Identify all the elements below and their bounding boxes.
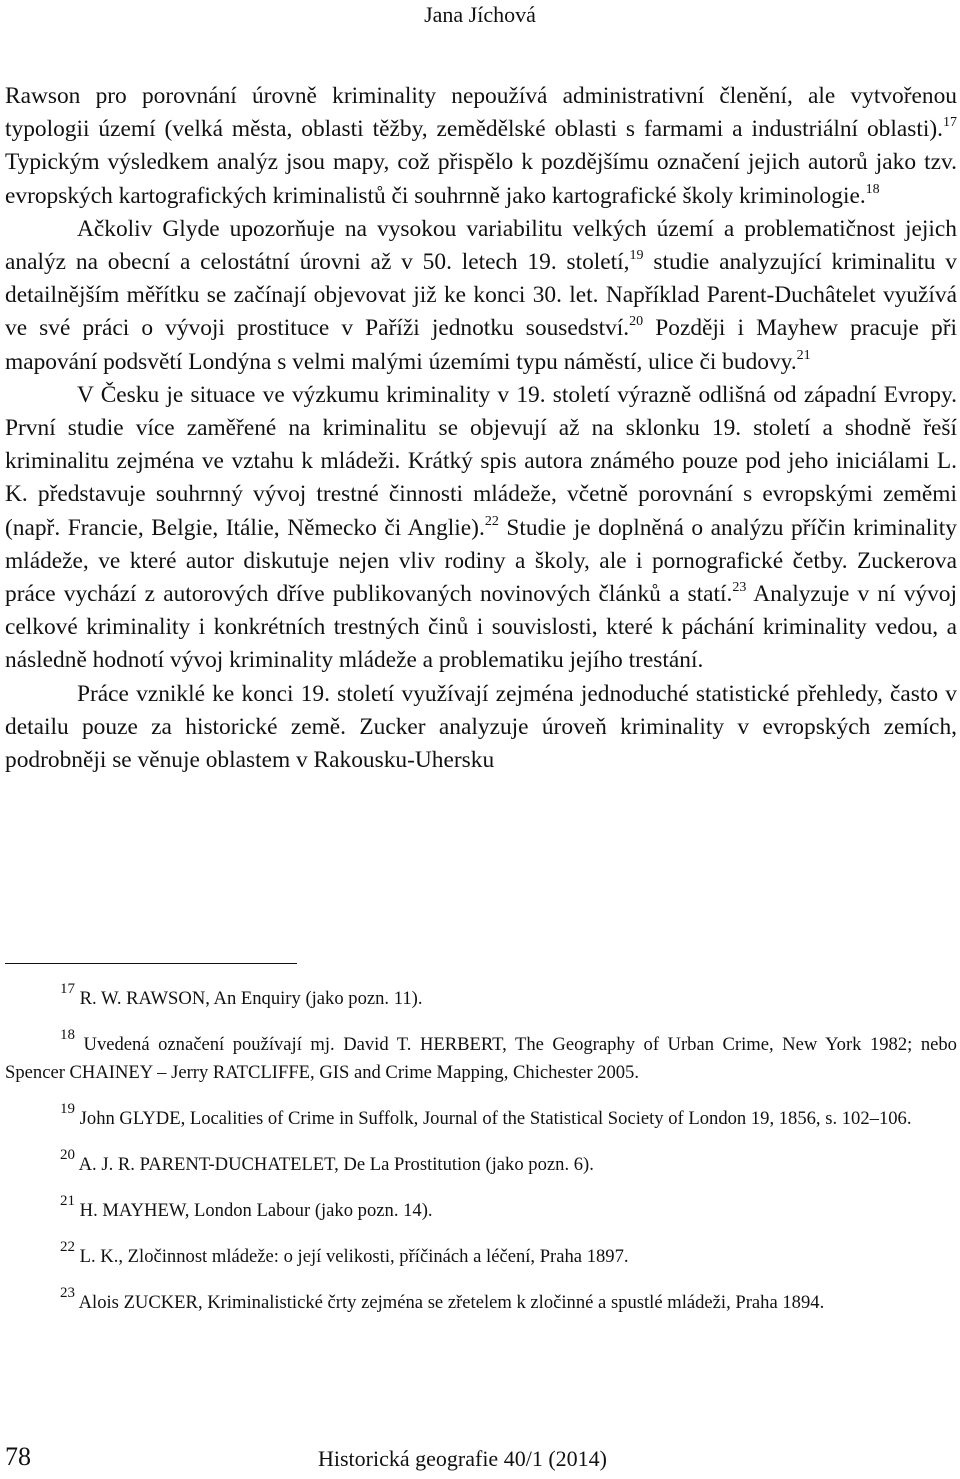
paragraph-text: Ačkoliv Glyde upozorňuje na vysokou variabilitu velkých území a problematičnost jejich analýz na obecní a celostátní úrovni až v 50. letech 19. století, xyxy=(5,215,957,276)
paragraph-text: V Česku je situace ve výzkumu kriminality v 19. století výrazně odlišná od západní Evropy. První studie více zaměřené na kriminalitu se objevují až na sklonku 19. století a shodně řeší kriminalitu zejména ve vztahu k mládeži. Krátký spis autora známého pouze pod jeho iniciálami L. K. představuje souhrnný vývoj trestné činnosti mládeže, včetně porovnání s evropskými zeměmi (např. Francie, Belgie, Itálie, Německo či Anglie). xyxy=(5,381,957,541)
page-footer xyxy=(0,1442,960,1474)
footnote-ref[interactable]: 20 xyxy=(629,314,644,330)
footnote-number: 20 xyxy=(60,1147,75,1163)
paragraph-text: Typickým výsledkem analýz jsou mapy, což přispělo k pozdějšímu označení jejich autorů jako tzv. evropských kartografických kriminalistů či souhrnně jako kartografické školy kriminologie. xyxy=(5,149,957,209)
footnote-text: R. W. RAWSON, An Enquiry (jako pozn. 11). xyxy=(79,988,423,1009)
footnote-divider xyxy=(5,963,297,964)
footnote-19 xyxy=(5,1101,957,1133)
footnote-number: 18 xyxy=(60,1027,75,1043)
footnote-text: L. K., Zločinnost mládeže: o její velikosti, příčinách a léčení, Praha 1897. xyxy=(79,1246,629,1267)
footnotes xyxy=(5,981,957,1335)
footnote-number: 17 xyxy=(60,981,75,997)
footnote-18 xyxy=(5,1027,957,1087)
paragraph-1 xyxy=(5,80,957,213)
footnote-ref[interactable]: 21 xyxy=(796,347,811,363)
journal-title: Historická geografie 40/1 (2014) xyxy=(318,1446,607,1471)
footnote-23 xyxy=(5,1285,957,1317)
footnote-text: John GLYDE, Localities of Crime in Suffolk, Journal of the Statistical Society of London 19, 1856, s. 102–106. xyxy=(79,1108,912,1129)
footnote-ref[interactable]: 22 xyxy=(484,513,499,529)
footnote-ref[interactable]: 19 xyxy=(629,248,644,264)
footnote-ref[interactable]: 17 xyxy=(943,115,957,131)
paragraph-2 xyxy=(5,213,957,379)
footnote-21 xyxy=(5,1193,957,1225)
paragraph-text: Později i Mayhew pracuje při mapování podsvětí Londýna s velmi malými územími typu náměstí, ulice či budovy. xyxy=(5,315,957,375)
footnote-17 xyxy=(5,981,957,1013)
page-number: 78 xyxy=(5,1442,31,1471)
footnote-ref[interactable]: 18 xyxy=(865,181,880,197)
paragraph-3 xyxy=(5,379,957,678)
footnote-text: Alois ZUCKER, Kriminalistické črty zejména se zřetelem k zločinné a spustlé mládeži, Praha 1894. xyxy=(78,1292,825,1313)
paragraph-4: Práce vzniklé ke konci 19. století využívají zejména jednoduché statistické přehledy, často v detailu pouze za historické země. Zucker analyzuje úroveň kriminality v evropských zemích, podrobněji se věnuje oblastem v Rakousku-Uhersku xyxy=(5,680,957,774)
footnote-20 xyxy=(5,1147,957,1179)
footnote-text: A. J. R. PARENT-DUCHATELET, De La Prostitution (jako pozn. 6). xyxy=(78,1154,594,1175)
footnote-ref[interactable]: 23 xyxy=(732,580,747,596)
footnote-22 xyxy=(5,1239,957,1271)
footnote-number: 23 xyxy=(60,1285,75,1301)
footnote-text: Uvedená označení používají mj. David T. HERBERT, The Geography of Urban Crime, New York 1982; nebo Spencer CHAINEY – Jerry RATCLIFFE, GIS and Crime Mapping, Chichester 2005. xyxy=(5,1034,957,1083)
running-title: Jana Jíchová xyxy=(424,2,536,27)
running-header xyxy=(0,2,960,28)
footnote-number: 19 xyxy=(60,1101,75,1117)
footnote-number: 22 xyxy=(60,1239,75,1255)
main-text xyxy=(5,80,957,777)
paragraph-text: Studie je doplněná o analýzu příčin kriminality mládeže, ve které autor diskutuje nejen vliv rodiny a školy, ale i pornografické četby. Zuckerova práce vychází z autorových dříve publikovaných novinových článků a statí. xyxy=(5,514,957,608)
paragraph-text: Rawson pro porovnání úrovně kriminality nepoužívá administrativní členění, ale vytvořenou typologii území (velká města, oblasti těžby, zemědělské oblasti s farmami a industriální oblasti). xyxy=(5,83,957,143)
paragraph-text: Analyzuje v ní vývoj celkové kriminality i konkrétních trestných činů i souvislosti, které k páchání kriminality vedou, a následně hodnotí vývoj kriminality mládeže a problematiku jejího trestání. xyxy=(5,581,958,674)
footnote-number: 21 xyxy=(60,1193,75,1209)
paragraph-text: studie analyzující kriminalitu v detailnějším měřítku se začínají objevovat již ke konci 30. let. Například Parent-Duchâtelet využívá ve své práci o vývoji prostituce v Paříži jednotku sousedství. xyxy=(5,249,957,342)
footnote-text: H. MAYHEW, London Labour (jako pozn. 14). xyxy=(79,1200,433,1221)
